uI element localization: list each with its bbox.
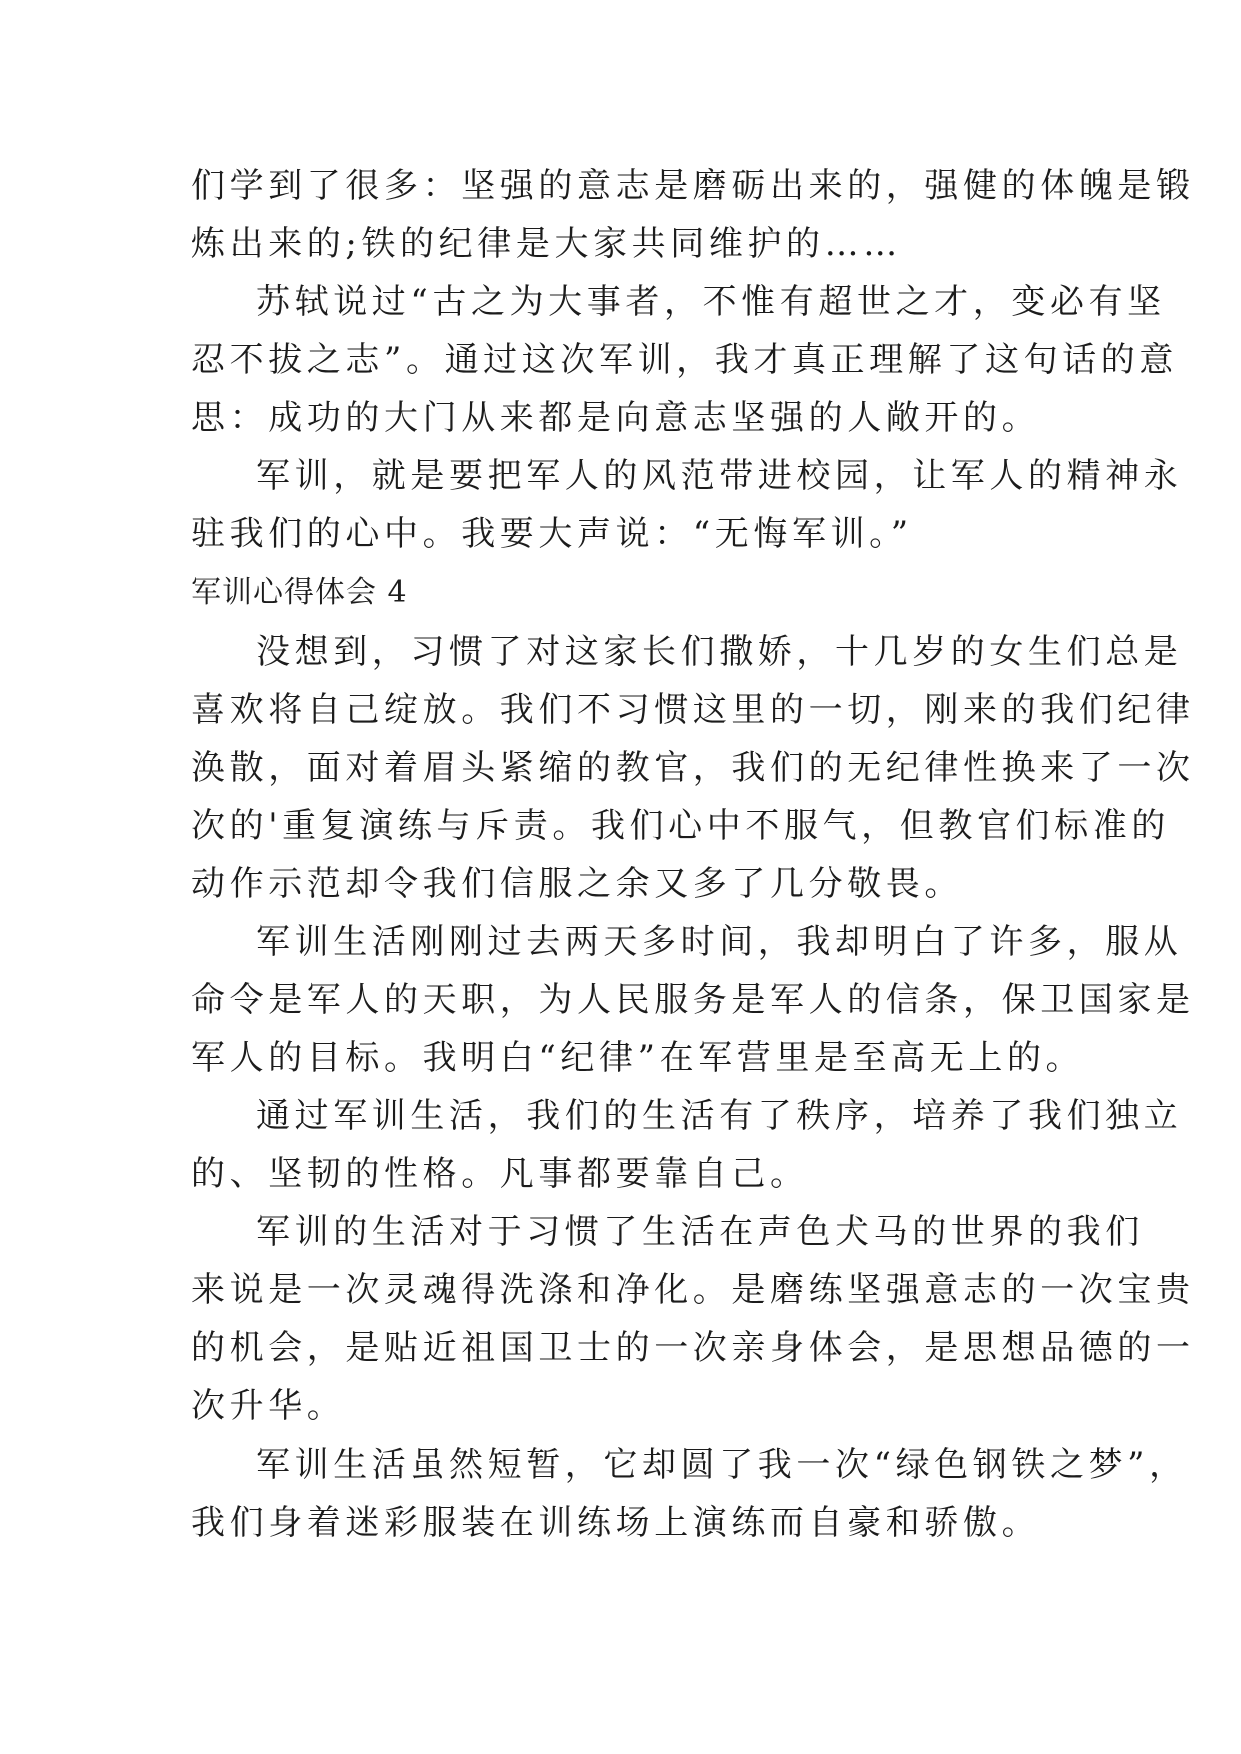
paragraph-line: 喜欢将自己绽放。我们不习惯这里的一切，刚来的我们纪律 [191,690,1195,730]
paragraph-line: 军训的生活对于习惯了生活在声色犬马的世界的我们 [256,1212,1144,1252]
paragraph-line: 命令是军人的天职，为人民服务是军人的信条，保卫国家是 [191,980,1195,1020]
paragraph-line: 忍不拔之志”。通过这次军训，我才真正理解了这句话的意 [191,340,1178,380]
paragraph-line: 驻我们的心中。我要大声说：“无悔军训。” [191,514,913,554]
paragraph-line: 军人的目标。我明白“纪律”在军营里是至高无上的。 [191,1038,1085,1078]
paragraph-line: 我们身着迷彩服装在训练场上演练而自豪和骄傲。 [191,1503,1041,1543]
paragraph-line: 炼出来的;铁的纪律是大家共同维护的…… [191,224,902,264]
paragraph-line: 动作示范却令我们信服之余又多了几分敬畏。 [191,864,963,904]
paragraph-line: 的机会，是贴近祖国卫士的一次亲身体会，是思想品德的一 [191,1328,1195,1368]
paragraph-line: 没想到，习惯了对这家长们撒娇，十几岁的女生们总是 [256,632,1183,672]
paragraph-line: 来说是一次灵魂得洗涤和净化。是磨练坚强意志的一次宝贵 [191,1270,1195,1310]
paragraph-line: 的、坚韧的性格。凡事都要靠自己。 [191,1154,809,1194]
paragraph-line: 涣散，面对着眉头紧缩的教官，我们的无纪律性换来了一次 [191,748,1195,788]
paragraph-line: 思：成功的大门从来都是向意志坚强的人敞开的。 [191,398,1041,438]
paragraph-line: 苏轼说过“古之为大事者，不惟有超世之才，变必有坚 [256,282,1166,322]
paragraph-line: 们学到了很多：坚强的意志是磨砺出来的，强健的体魄是锻 [191,166,1195,206]
paragraph-line: 军训生活虽然短暂，它却圆了我一次“绿色钢铁之梦”， [256,1445,1188,1485]
paragraph-line: 次的'重复演练与斥责。我们心中不服气，但教官们标准的 [191,806,1170,846]
paragraph-line: 通过军训生活，我们的生活有了秩序，培养了我们独立 [256,1096,1183,1136]
paragraph-line: 军训生活刚刚过去两天多时间，我却明白了许多，服从 [256,922,1183,962]
paragraph-line: 次升华。 [191,1386,346,1426]
section-heading: 军训心得体会 4 [191,575,408,610]
paragraph-line: 军训，就是要把军人的风范带进校园，让军人的精神永 [256,456,1183,496]
